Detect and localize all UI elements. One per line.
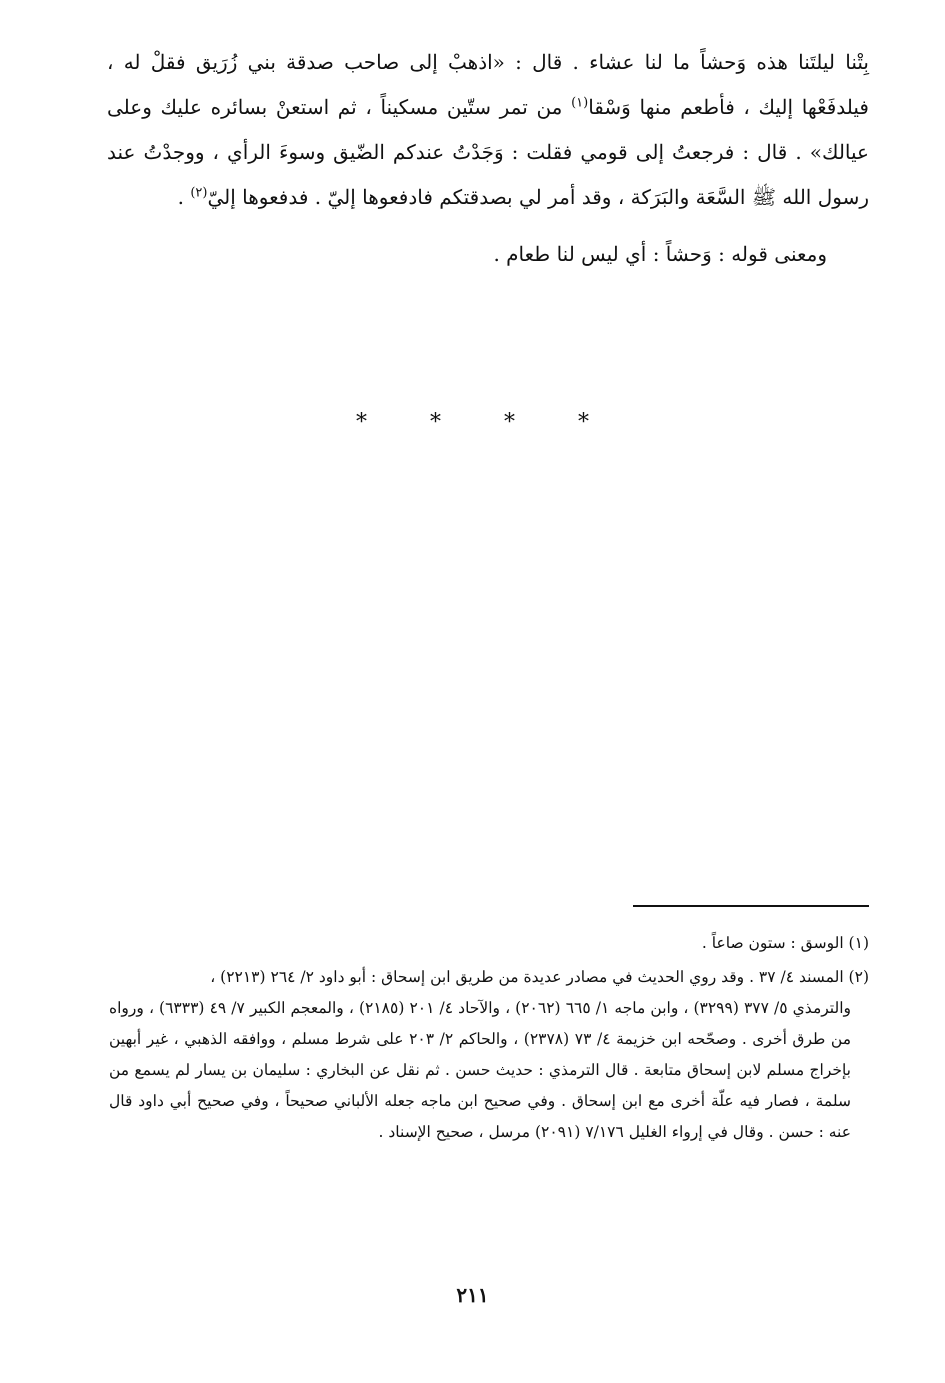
page-number: ٢١١ bbox=[456, 1283, 489, 1307]
hadith-text-part-2: من تمر ستّين مسكيناً ، ثم استعنْ بسائره عليك وعلى عيالك» . قال : فرجعتُ إلى قومي فقلت : وَجَدْتُ عندكم الضّيق وسوءَ الرأي ، ووجدْتُ عند رسول الله ﷺ السَّعَة والبَرَكة ، وقد أمر لي بصدقتكم فادفعوها إليّ . فدفعوها إليّ bbox=[107, 95, 869, 209]
footnote-2-line-1: (٢) المسند ٤/ ٣٧ . وقد روي الحديث في مصادر عديدة من طريق ابن إسحاق : أبو داود ٢/ ٢٦٤ (٢٢١٣) ، bbox=[210, 968, 869, 986]
footnote-2-continuation: والترمذي ٥/ ٣٧٧ (٣٢٩٩) ، وابن ماجه ١/ ٦٦٥ (٢٠٦٢) ، والآحاد ٤/ ٢٠١ (٢١٨٥) ، والمعجم الكبير ٧/ ٤٩ (٦٣٣٣) ، ورواه من طرق أخرى . وصحّحه ابن خزيمة ٤/ ٧٣ (٢٣٧٨) ، والحاكم ٢/ ٢٠٣ على شرط مسلم ، ووافقه الذهبي ، غير أبهين بإخراج مسلم لابن إسحاق متابعة . قال الترمذي : حديث حسن . ثم نقل عن البخاري : سليمان بن يسار لم يسمع من سلمة ، فصار فيه علّة أخرى مع ابن إسحاق . وفي صحيح ابن ماجه جعله الألباني صحيحاً ، وفي صحيح أبي داود قال عنه : حسن . وقال في إرواء الغليل ٧/١٧٦ (٢٠٩١) مرسل ، صحيح الإسناد . bbox=[109, 999, 851, 1141]
paragraph-meaning: ومعنى قوله : وَحشاً : أي ليس لنا طعام . bbox=[493, 242, 827, 266]
footnotes bbox=[109, 928, 869, 1148]
footnote-divider bbox=[633, 905, 869, 907]
hadith-text-part-1: بِتْنا ليلتَنا هذه وَحشاً ما لنا عشاء . قال : «اذهبْ إلى صاحب صدقة بني زُرَيق فقلْ له ، فيلدفَعْها إليك ، فأطعم منها وَسْقا bbox=[107, 50, 869, 119]
section-separator: * * * * bbox=[356, 410, 617, 435]
paragraph-hadith bbox=[107, 40, 869, 220]
footnote-ref-1[interactable]: (١) bbox=[571, 95, 589, 111]
footnote-ref-2[interactable]: (٢) bbox=[190, 185, 208, 201]
hadith-text-part-3: . bbox=[177, 185, 191, 209]
main-text bbox=[107, 40, 869, 277]
footnote-1: (١) الوسق : ستون صاعاً . bbox=[701, 934, 869, 952]
